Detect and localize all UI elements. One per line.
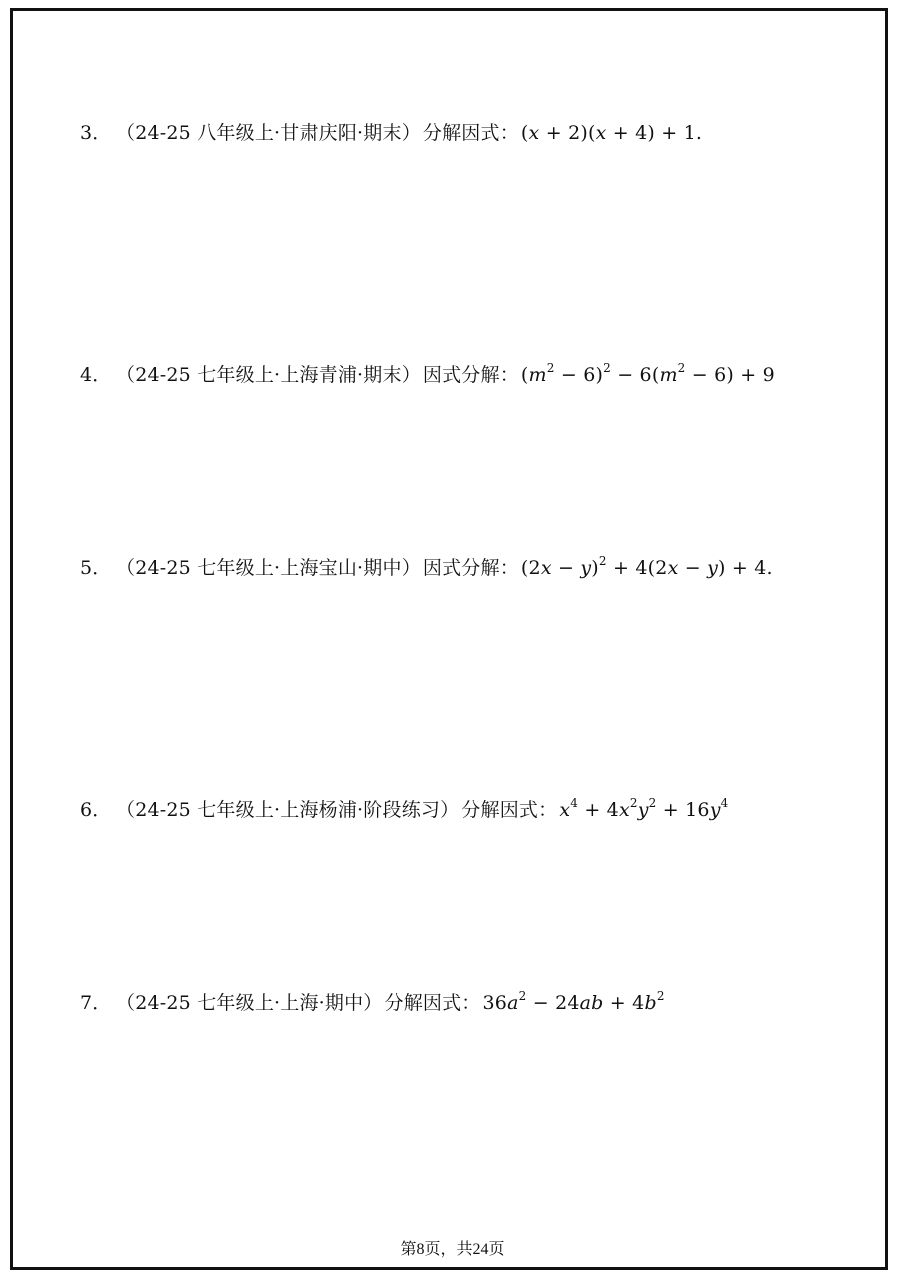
- problem-source: （24-25 七年级上·上海·期中）: [116, 992, 383, 1014]
- problem-expression: (x + 2)(x + 4) + 1.: [520, 122, 703, 144]
- problem-prompt: 因式分解：: [422, 557, 519, 579]
- problem-source: （24-25 八年级上·甘肃庆阳·期末）: [116, 122, 421, 144]
- page-border: [10, 8, 888, 1270]
- problem-expression: $(m^2 - 6)^2 - 6(m^2 - 6) + 9$: [520, 361, 775, 386]
- problem-expression: $36a^2 - 24ab + 4b^2$: [482, 989, 665, 1014]
- problem-prompt: 分解因式：: [422, 122, 519, 144]
- problem-3: [80, 120, 702, 146]
- problem-source: （24-25 七年级上·上海青浦·期末）: [116, 364, 421, 386]
- problem-source: （24-25 七年级上·上海宝山·期中）: [116, 557, 421, 579]
- problem-prompt: 因式分解：: [422, 364, 519, 386]
- expression-end: .: [766, 557, 773, 579]
- problem-prompt: 分解因式：: [461, 799, 558, 821]
- problem-6: [80, 797, 728, 823]
- problem-number: 4．: [80, 364, 112, 386]
- problem-7: [80, 990, 665, 1016]
- problem-expression: $(2x - y)^2 + 4(2x - y) + 4$.: [520, 554, 773, 579]
- problem-prompt: 分解因式：: [384, 992, 481, 1014]
- problem-4: [80, 362, 775, 388]
- problem-number: 3．: [80, 122, 112, 144]
- page-footer: 第8页，共24页: [400, 1241, 505, 1258]
- problem-expression: $x^4 + 4x^2y^2 + 16y^4$: [559, 796, 729, 821]
- problem-number: 6．: [80, 799, 112, 821]
- problem-source: （24-25 七年级上·上海杨浦·阶段练习）: [116, 799, 460, 821]
- problem-number: 5．: [80, 557, 112, 579]
- problem-number: 7．: [80, 992, 112, 1014]
- problem-5: [80, 555, 773, 581]
- expression-end: .: [695, 122, 703, 144]
